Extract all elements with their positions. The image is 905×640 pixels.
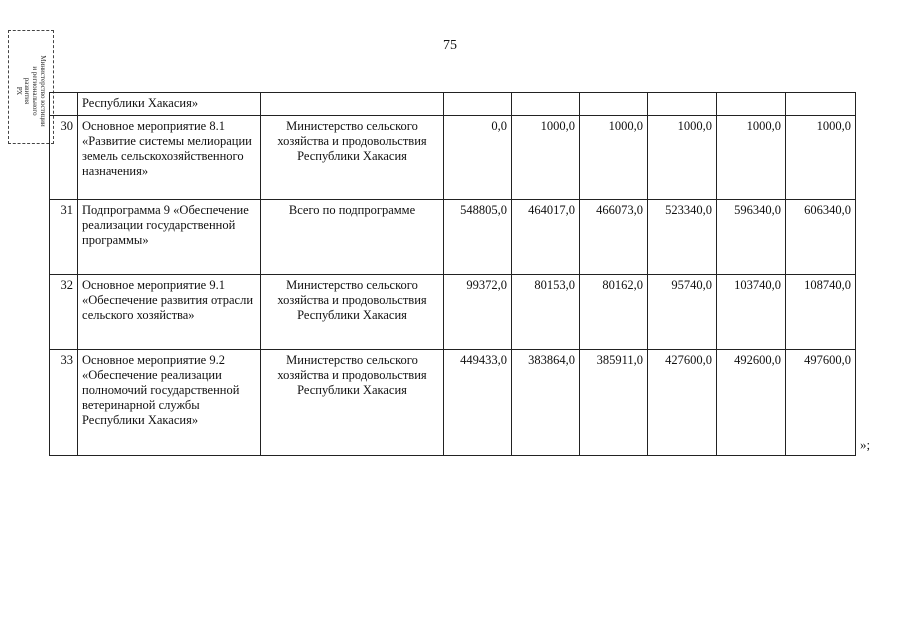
row-number: 33: [50, 350, 78, 456]
stamp-line: и регионального: [31, 66, 39, 116]
value-cell: [444, 93, 512, 116]
value-cell: 385911,0: [580, 350, 648, 456]
value-cell: [580, 93, 648, 116]
value-cell: 80153,0: [512, 275, 580, 350]
value-cell: 95740,0: [648, 275, 717, 350]
value-cell: 492600,0: [717, 350, 786, 456]
value-cell: 383864,0: [512, 350, 580, 456]
value-cell: 449433,0: [444, 350, 512, 456]
value-cell: 606340,0: [786, 200, 856, 275]
value-cell: 1000,0: [648, 116, 717, 200]
measure-name: Республики Хакасия»: [78, 93, 261, 116]
executor: Министерство сельского хозяйства и продовольствия Республики Хакасия: [261, 350, 444, 456]
value-cell: 427600,0: [648, 350, 717, 456]
value-cell: 523340,0: [648, 200, 717, 275]
table-row: [50, 116, 856, 200]
executor: Министерство сельского хозяйства и продовольствия Республики Хакасия: [261, 116, 444, 200]
value-cell: 80162,0: [580, 275, 648, 350]
executor: [261, 93, 444, 116]
table-row: [50, 350, 856, 456]
stamp-text: [15, 35, 47, 147]
closing-quote-mark: »;: [860, 437, 871, 452]
value-cell: 1000,0: [717, 116, 786, 200]
measure-name: Основное мероприятие 9.1 «Обеспечение развития отрасли сельского хозяйства»: [78, 275, 261, 350]
value-cell: 108740,0: [786, 275, 856, 350]
measure-name: Подпрограмма 9 «Обеспечение реализации государственной программы»: [78, 200, 261, 275]
registration-stamp: [8, 30, 54, 144]
value-cell: [717, 93, 786, 116]
row-number: 32: [50, 275, 78, 350]
stamp-line: развития: [23, 77, 31, 105]
value-cell: 0,0: [444, 116, 512, 200]
row-number: [50, 93, 78, 116]
value-cell: [786, 93, 856, 116]
value-cell: 1000,0: [512, 116, 580, 200]
executor: Министерство сельского хозяйства и продовольствия Республики Хакасия: [261, 275, 444, 350]
value-cell: 99372,0: [444, 275, 512, 350]
row-number: 30: [50, 116, 78, 200]
stamp-line: РХ: [15, 86, 23, 96]
measure-name: Основное мероприятие 9.2 «Обеспечение реализации полномочий государственной ветеринарной службы Республики Хакасия»: [78, 350, 261, 456]
value-cell: 466073,0: [580, 200, 648, 275]
table-row: [50, 275, 856, 350]
value-cell: 548805,0: [444, 200, 512, 275]
value-cell: [648, 93, 717, 116]
value-cell: 1000,0: [580, 116, 648, 200]
table-row: [50, 93, 856, 116]
funding-table: [49, 92, 856, 456]
value-cell: 497600,0: [786, 350, 856, 456]
value-cell: 596340,0: [717, 200, 786, 275]
value-cell: [512, 93, 580, 116]
stamp-line: Министерство юстиции: [39, 55, 47, 127]
executor: Всего по подпрограмме: [261, 200, 444, 275]
row-number: 31: [50, 200, 78, 275]
value-cell: 103740,0: [717, 275, 786, 350]
value-cell: 1000,0: [786, 116, 856, 200]
value-cell: 464017,0: [512, 200, 580, 275]
page-number: 75: [443, 38, 457, 53]
table-row: [50, 200, 856, 275]
measure-name: Основное мероприятие 8.1 «Развитие системы мелиорации земель сельскохозяйственного назначения»: [78, 116, 261, 200]
